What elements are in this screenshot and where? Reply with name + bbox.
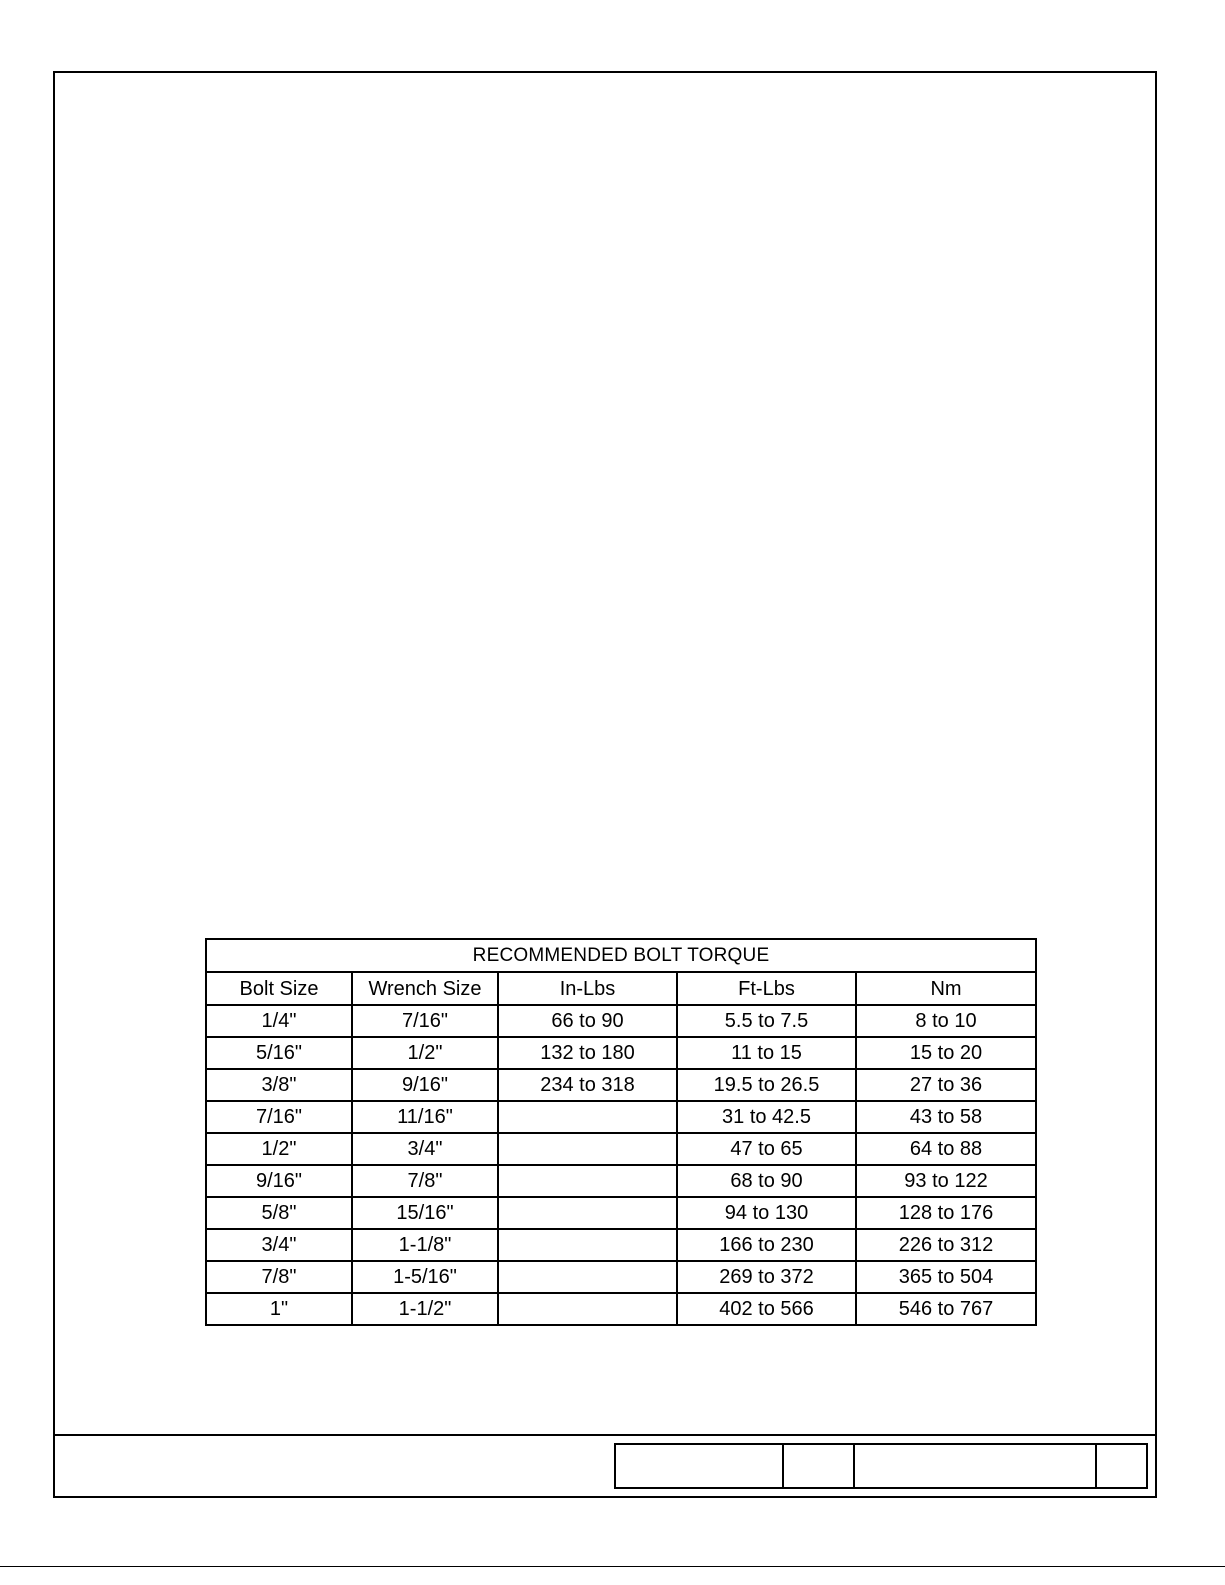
table-row bbox=[206, 1101, 1036, 1133]
table-row bbox=[206, 1005, 1036, 1037]
wrench-size-cell: 1/2" bbox=[352, 1037, 498, 1069]
wrench-size-cell: 7/8" bbox=[352, 1165, 498, 1197]
ft-lbs-cell: 5.5 to 7.5 bbox=[677, 1005, 856, 1037]
in-lbs-cell bbox=[498, 1101, 677, 1133]
in-lbs-cell bbox=[498, 1293, 677, 1325]
nm-cell: 546 to 767 bbox=[856, 1293, 1036, 1325]
in-lbs-cell bbox=[498, 1133, 677, 1165]
ft-lbs-cell: 402 to 566 bbox=[677, 1293, 856, 1325]
header-bolt-size: Bolt Size bbox=[206, 972, 352, 1005]
table-row bbox=[206, 1069, 1036, 1101]
title-block-cell-2 bbox=[784, 1445, 855, 1487]
ft-lbs-cell: 68 to 90 bbox=[677, 1165, 856, 1197]
bolt-size-cell: 1/2" bbox=[206, 1133, 352, 1165]
wrench-size-cell: 15/16" bbox=[352, 1197, 498, 1229]
nm-cell: 128 to 176 bbox=[856, 1197, 1036, 1229]
wrench-size-cell: 1-1/8" bbox=[352, 1229, 498, 1261]
bolt-size-cell: 3/4" bbox=[206, 1229, 352, 1261]
title-block-cell-4 bbox=[1097, 1445, 1146, 1487]
in-lbs-cell bbox=[498, 1197, 677, 1229]
header-nm: Nm bbox=[856, 972, 1036, 1005]
table-title: RECOMMENDED BOLT TORQUE bbox=[206, 939, 1036, 972]
nm-cell: 64 to 88 bbox=[856, 1133, 1036, 1165]
ft-lbs-cell: 47 to 65 bbox=[677, 1133, 856, 1165]
in-lbs-cell: 132 to 180 bbox=[498, 1037, 677, 1069]
nm-cell: 27 to 36 bbox=[856, 1069, 1036, 1101]
nm-cell: 226 to 312 bbox=[856, 1229, 1036, 1261]
nm-cell: 15 to 20 bbox=[856, 1037, 1036, 1069]
nm-cell: 365 to 504 bbox=[856, 1261, 1036, 1293]
ft-lbs-cell: 19.5 to 26.5 bbox=[677, 1069, 856, 1101]
table-row bbox=[206, 1229, 1036, 1261]
wrench-size-cell: 1-5/16" bbox=[352, 1261, 498, 1293]
bolt-torque-table bbox=[205, 938, 1037, 1326]
header-in-lbs: In-Lbs bbox=[498, 972, 677, 1005]
nm-cell: 43 to 58 bbox=[856, 1101, 1036, 1133]
table-header-row bbox=[206, 972, 1036, 1005]
ft-lbs-cell: 166 to 230 bbox=[677, 1229, 856, 1261]
nm-cell: 8 to 10 bbox=[856, 1005, 1036, 1037]
in-lbs-cell bbox=[498, 1165, 677, 1197]
in-lbs-cell bbox=[498, 1261, 677, 1293]
table-row bbox=[206, 1133, 1036, 1165]
in-lbs-cell bbox=[498, 1229, 677, 1261]
ft-lbs-cell: 31 to 42.5 bbox=[677, 1101, 856, 1133]
table-caption-row bbox=[206, 939, 1036, 972]
wrench-size-cell: 7/16" bbox=[352, 1005, 498, 1037]
wrench-size-cell: 9/16" bbox=[352, 1069, 498, 1101]
in-lbs-cell: 234 to 318 bbox=[498, 1069, 677, 1101]
bolt-size-cell: 5/8" bbox=[206, 1197, 352, 1229]
bolt-size-cell: 5/16" bbox=[206, 1037, 352, 1069]
bolt-size-cell: 7/16" bbox=[206, 1101, 352, 1133]
title-block-cell-1 bbox=[616, 1445, 784, 1487]
ft-lbs-cell: 94 to 130 bbox=[677, 1197, 856, 1229]
table-row bbox=[206, 1165, 1036, 1197]
bolt-size-cell: 1" bbox=[206, 1293, 352, 1325]
nm-cell: 93 to 122 bbox=[856, 1165, 1036, 1197]
in-lbs-cell: 66 to 90 bbox=[498, 1005, 677, 1037]
table-row bbox=[206, 1037, 1036, 1069]
ft-lbs-cell: 269 to 372 bbox=[677, 1261, 856, 1293]
wrench-size-cell: 3/4" bbox=[352, 1133, 498, 1165]
header-wrench-size: Wrench Size bbox=[352, 972, 498, 1005]
table-row bbox=[206, 1293, 1036, 1325]
title-block-divider bbox=[53, 1434, 1157, 1436]
table-row bbox=[206, 1197, 1036, 1229]
bolt-size-cell: 1/4" bbox=[206, 1005, 352, 1037]
page-bottom-rule bbox=[0, 1566, 1225, 1567]
bolt-size-cell: 7/8" bbox=[206, 1261, 352, 1293]
header-ft-lbs: Ft-Lbs bbox=[677, 972, 856, 1005]
title-block bbox=[614, 1443, 1148, 1489]
wrench-size-cell: 1-1/2" bbox=[352, 1293, 498, 1325]
table-row bbox=[206, 1261, 1036, 1293]
ft-lbs-cell: 11 to 15 bbox=[677, 1037, 856, 1069]
bolt-size-cell: 9/16" bbox=[206, 1165, 352, 1197]
wrench-size-cell: 11/16" bbox=[352, 1101, 498, 1133]
bolt-size-cell: 3/8" bbox=[206, 1069, 352, 1101]
title-block-cell-3 bbox=[855, 1445, 1097, 1487]
